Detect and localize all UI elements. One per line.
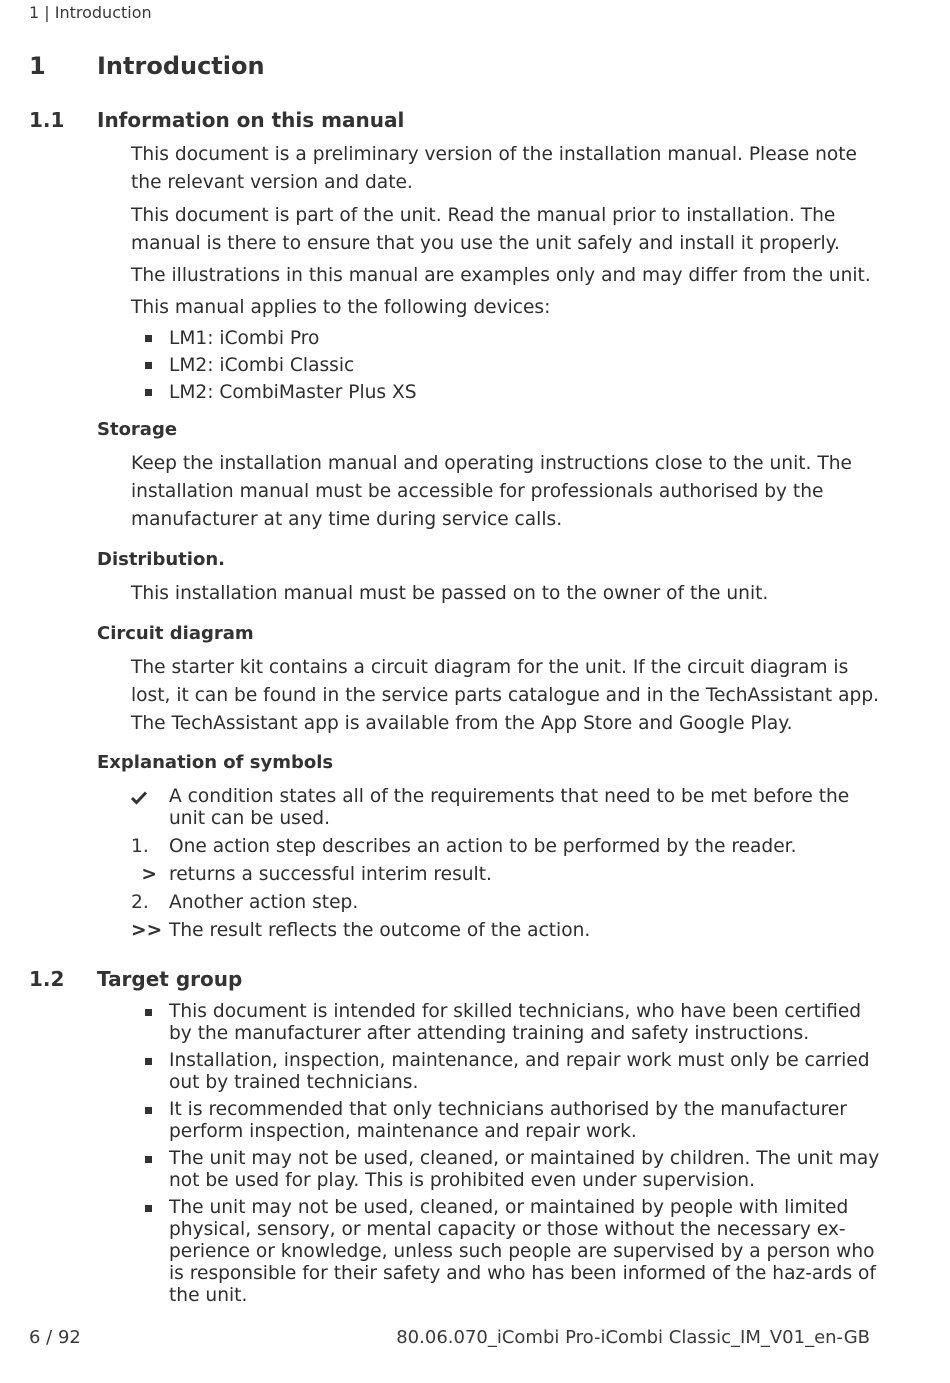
bullet-square-icon [145, 389, 152, 396]
check-icon [131, 789, 147, 811]
device-list [131, 325, 881, 406]
list-item: > returns a successful interim result. [131, 864, 881, 886]
running-header: 1 | Introduction [29, 3, 152, 22]
list-item: A condition states all of the requirements that need to be met before the unit can be used. [131, 786, 881, 830]
bullet-square-icon [145, 1205, 152, 1212]
subheading-circuit-diagram: Circuit diagram [97, 623, 254, 644]
list-item: It is recommended that only technicians authorised by the manufacturer perform inspection, maintenance and repair work. [131, 1099, 881, 1143]
list-item: 1. One action step describes an action to be performed by the reader. [131, 836, 797, 857]
chapter-heading [29, 52, 265, 80]
section-title: Information on this manual [97, 108, 405, 132]
paragraph: Keep the installation manual and operating instructions close to the unit. The installation manual must be accessible for professionals authorised by the manufacturer at any time during service calls. [131, 453, 852, 530]
subheading-storage: Storage [97, 419, 178, 440]
list-item: LM2: iCombi Classic [131, 352, 881, 379]
step-number: 1. [131, 836, 149, 857]
section-heading-1-2 [29, 967, 242, 991]
bullet-square-icon [145, 1156, 152, 1163]
target-group-list [131, 1001, 881, 1312]
final-result-marker: >> [131, 920, 163, 941]
subheading-distribution: Distribution. [97, 549, 225, 570]
paragraph: This installation manual must be passed on to the owner of the unit. [131, 583, 769, 604]
section-number: 1.2 [29, 967, 65, 991]
section-heading-1-1 [29, 108, 404, 132]
symbol-list [131, 786, 881, 948]
list-item: This document is intended for skilled technicians, who have been certified by the manufacturer after attending training and safety instructions. [131, 1001, 881, 1045]
step-number: 2. [131, 892, 149, 913]
bullet-square-icon [145, 362, 152, 369]
section-title: Target group [97, 967, 243, 991]
list-item: 2. Another action step. [131, 892, 359, 913]
list-item: The unit may not be used, cleaned, or maintained by children. The unit may not be used for play. This is prohibited even under supervision. [131, 1148, 881, 1192]
bullet-square-icon [145, 1107, 152, 1114]
bullet-square-icon [145, 1009, 152, 1016]
chapter-title: Introduction [97, 52, 265, 80]
page-number: 6 / 92 [29, 1327, 81, 1348]
result-marker: > [141, 864, 157, 885]
list-item: Installation, inspection, maintenance, and repair work must only be carried out by trained technicians. [131, 1050, 881, 1094]
paragraph: This document is part of the unit. Read the manual prior to installation. The manual is there to ensure that you use the unit safely and install it properly. [131, 205, 840, 254]
paragraph: The illustrations in this manual are examples only and may differ from the unit. [131, 265, 871, 286]
list-item: >> The result reflects the outcome of the action. [131, 920, 591, 941]
bullet-square-icon [145, 335, 152, 342]
section-number: 1.1 [29, 108, 65, 132]
paragraph: The starter kit contains a circuit diagram for the unit. If the circuit diagram is lost, it can be found in the service parts catalogue and in the TechAssistant app. The TechAssistant app is available from the App Store and Google Play. [131, 657, 880, 734]
bullet-square-icon [145, 1058, 152, 1065]
paragraph: This document is a preliminary version of the installation manual. Please note the relevant version and date. [131, 144, 857, 193]
list-item: LM1: iCombi Pro [131, 325, 881, 352]
document-id: 80.06.070_iCombi Pro-iCombi Classic_IM_V01_en-GB [396, 1327, 870, 1348]
list-item: The unit may not be used, cleaned, or maintained by people with limited physical, sensory, or mental capacity or those without the necessary ex-perience or knowledge, unless such people are supervised by a person who is responsible for their safety and who has been informed of the haz-ards of the unit. [131, 1197, 881, 1307]
paragraph: This manual applies to the following devices: [131, 297, 551, 318]
list-item: LM2: CombiMaster Plus XS [131, 379, 881, 406]
chapter-number: 1 [29, 52, 46, 80]
subheading-symbols: Explanation of symbols [97, 752, 334, 773]
